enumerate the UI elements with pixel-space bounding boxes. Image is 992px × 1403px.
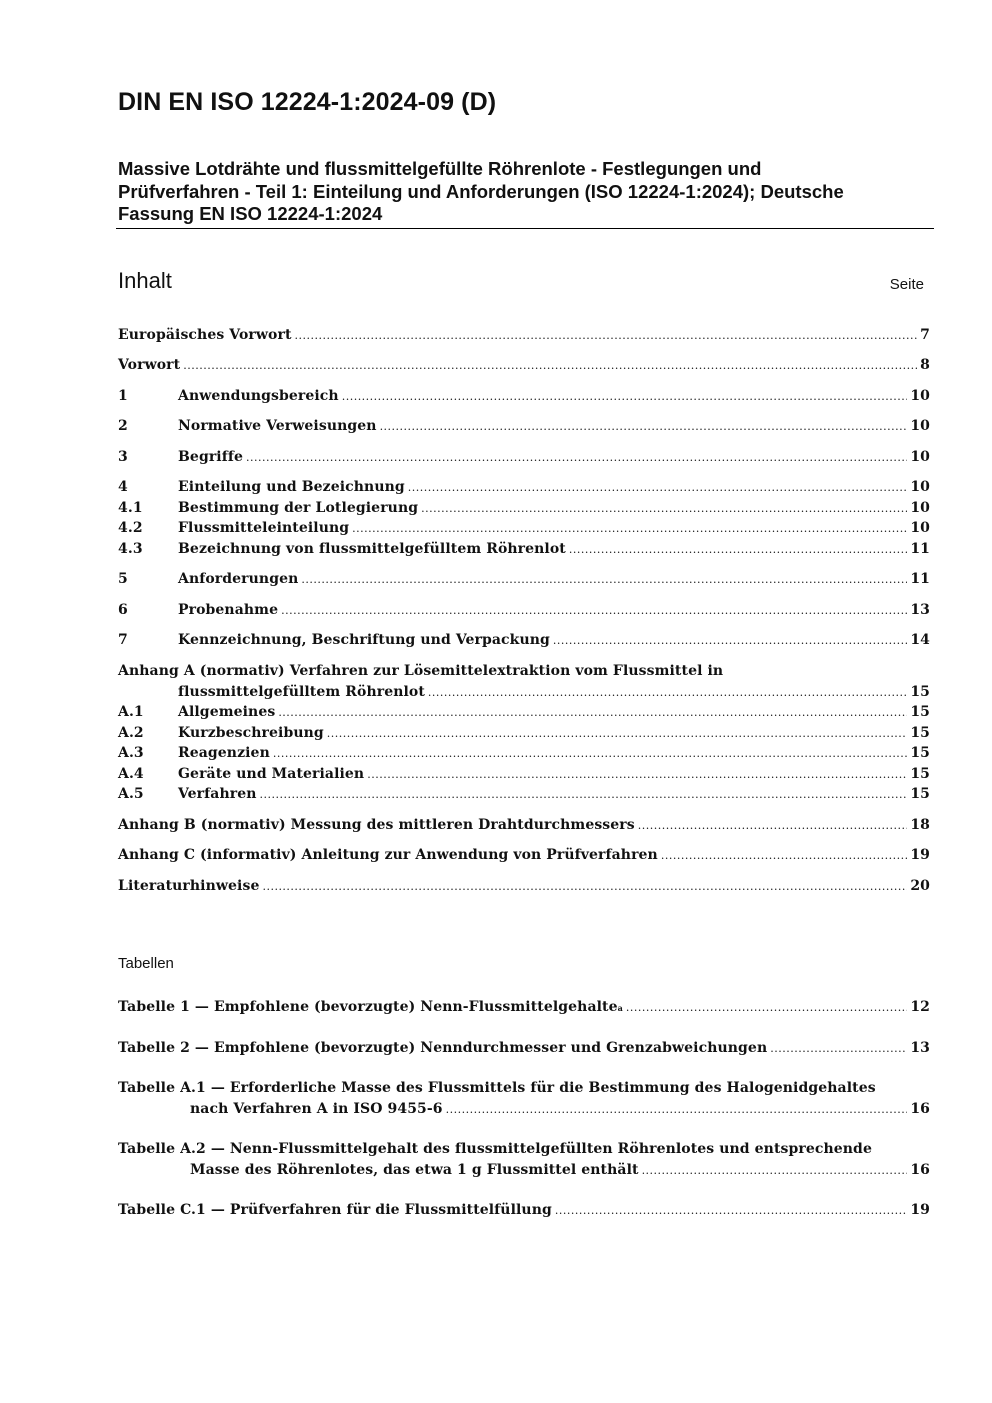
table-entry-continuation[interactable] <box>118 1099 930 1119</box>
toc-entry-page: 7 <box>920 327 930 343</box>
toc-entry-continuation[interactable] <box>118 682 930 702</box>
toc-entry[interactable] <box>118 630 930 650</box>
toc-entry-text: Allgemeines <box>178 704 276 720</box>
toc-entry-number: 5 <box>118 571 128 587</box>
table-entry-text: Masse des Röhrenlotes, das etwa 1 g Flussmittel enthält <box>190 1162 639 1178</box>
toc-entry-text: Verfahren <box>178 786 257 802</box>
toc-entry[interactable] <box>118 539 930 559</box>
toc-entry-page: 15 <box>910 786 930 802</box>
dot-leader <box>183 356 917 376</box>
toc-entry-page: 10 <box>910 449 930 465</box>
dot-leader <box>295 326 918 346</box>
toc-entry[interactable] <box>118 325 930 345</box>
table-entry-page: 13 <box>910 1040 930 1056</box>
toc-entry-text: Begriffe <box>178 449 243 465</box>
table-entry-continuation[interactable] <box>118 1160 930 1180</box>
tables-heading: Tabellen <box>118 955 174 972</box>
dot-leader <box>421 499 907 519</box>
toc-entry-text: Anwendungsbereich <box>178 388 339 404</box>
dot-leader <box>638 816 908 836</box>
toc-entry-page: 15 <box>910 745 930 761</box>
document-id: DIN EN ISO 12224-1:2024-09 (D) <box>118 88 497 116</box>
toc-entry-page: 10 <box>910 500 930 516</box>
toc-entry-text: Anhang B (normativ) Messung des mittleren Drahtdurchmessers <box>118 817 635 833</box>
toc-entry-text: Einteilung und Bezeichnung <box>178 479 405 495</box>
toc-entry[interactable] <box>118 784 930 804</box>
toc-entry-text: Bestimmung der Lotlegierung <box>178 500 419 516</box>
toc-entry[interactable] <box>118 876 930 896</box>
toc-entry-page: 20 <box>910 878 930 894</box>
toc-entry-page: 10 <box>910 520 930 536</box>
dot-leader <box>553 631 907 651</box>
toc-entry[interactable] <box>118 600 930 620</box>
toc-entry-text: Anforderungen <box>178 571 299 587</box>
dot-leader <box>555 1201 907 1221</box>
toc-entry-number: A.1 <box>118 704 144 720</box>
toc-entry-text: Geräte und Materialien <box>178 766 365 782</box>
table-entry-text: Tabelle 2 — Empfohlene (bevorzugte) Nenndurchmesser und Grenzabweichungen <box>118 1040 768 1056</box>
toc-entry-page: 15 <box>910 766 930 782</box>
dot-leader <box>352 519 907 539</box>
toc-entry-number: 2 <box>118 418 128 434</box>
toc-entry-number: A.4 <box>118 766 144 782</box>
toc-entry[interactable] <box>118 569 930 589</box>
toc-entry-text: Kurzbeschreibung <box>178 725 324 741</box>
toc-entry-text: Anhang A (normativ) Verfahren zur Lösemittelextraktion vom Flussmittel in <box>118 663 724 679</box>
table-entry-text: Tabelle C.1 — Prüfverfahren für die Flussmittelfüllung <box>118 1202 552 1218</box>
toc-entry-page: 15 <box>910 684 930 700</box>
toc-entry-number: A.5 <box>118 786 144 802</box>
toc-entry-page: 8 <box>920 357 930 373</box>
dot-leader <box>642 1161 908 1181</box>
table-entry-text: Tabelle A.2 — Nenn-Flussmittelgehalt des flussmittelgefüllten Röhrenlotes und entsprechende <box>118 1141 872 1157</box>
dot-leader <box>428 683 907 703</box>
toc-entry[interactable] <box>118 743 930 763</box>
toc-entry-number: 1 <box>118 388 128 404</box>
toc-entry-text: Flussmitteleinteilung <box>178 520 350 536</box>
toc-entry[interactable] <box>118 477 930 497</box>
table-entry[interactable] <box>118 1200 930 1220</box>
page-column-heading: Seite <box>889 276 924 293</box>
toc-entry-page: 14 <box>910 632 930 648</box>
table-entry-text: Tabelle 1 — Empfohlene (bevorzugte) Nenn-Flussmittelgehalte <box>118 999 618 1015</box>
toc-entry-page: 10 <box>910 418 930 434</box>
toc-entry-text: Probenahme <box>178 602 279 618</box>
toc-entry-text: Anhang C (informativ) Anleitung zur Anwendung von Prüfverfahren <box>118 847 658 863</box>
toc-entry-text: Normative Verweisungen <box>178 418 377 434</box>
toc-entry[interactable] <box>118 764 930 784</box>
toc-entry[interactable] <box>118 518 930 538</box>
table-entry-page: 12 <box>910 999 930 1015</box>
dot-leader <box>367 765 907 785</box>
toc-entry-text: Europäisches Vorwort <box>118 327 292 343</box>
toc-entry[interactable] <box>118 498 930 518</box>
title-line: Massive Lotdrähte und flussmittelgefüllte Röhrenlote - Festlegungen und <box>118 158 762 179</box>
toc-entry-page: 18 <box>910 817 930 833</box>
table-entry-page: 19 <box>910 1202 930 1218</box>
toc-entry-page: 13 <box>910 602 930 618</box>
title-divider <box>116 228 934 229</box>
toc-entry-text: Kennzeichnung, Beschriftung und Verpackung <box>178 632 550 648</box>
dot-leader <box>446 1100 908 1120</box>
toc-entry-page: 11 <box>910 571 930 587</box>
toc-entry-text: Bezeichnung von flussmittelgefülltem Röhrenlot <box>178 541 566 557</box>
title-line: Prüfverfahren - Teil 1: Einteilung und Anforderungen (ISO 12224-1:2024); Deutsche <box>118 180 844 202</box>
toc-entry[interactable] <box>118 723 930 743</box>
toc-entry-number: 7 <box>118 632 128 648</box>
table-entry[interactable] <box>118 1038 930 1058</box>
dot-leader <box>569 540 907 560</box>
toc-entry[interactable] <box>118 815 930 835</box>
toc-entry-number: 4.3 <box>118 541 143 557</box>
toc-entry-number: 4.2 <box>118 520 143 536</box>
dot-leader <box>260 785 908 805</box>
table-entry-page: 16 <box>910 1162 930 1178</box>
toc-entry-page: 15 <box>910 725 930 741</box>
dot-leader <box>770 1039 907 1059</box>
toc-entry-number: 4.1 <box>118 500 143 516</box>
toc-entry-text: flussmittelgefülltem Röhrenlot <box>178 684 425 700</box>
dot-leader <box>408 478 908 498</box>
dot-leader <box>262 877 907 897</box>
toc-entry[interactable] <box>118 845 930 865</box>
dot-leader <box>342 387 908 407</box>
toc-entry-page: 19 <box>910 847 930 863</box>
dot-leader <box>661 846 907 866</box>
toc-entry-text: Vorwort <box>118 357 181 373</box>
toc-entry[interactable] <box>118 386 930 406</box>
table-entry-text: Tabelle A.1 — Erforderliche Masse des Flussmittels für die Bestimmung des Halogenidgehaltes <box>118 1080 876 1096</box>
toc-entry-text: Literaturhinweise <box>118 878 260 894</box>
dot-leader <box>281 601 907 621</box>
table-entry[interactable] <box>118 1139 930 1159</box>
toc-entry[interactable] <box>118 416 930 436</box>
toc-entry[interactable] <box>118 447 930 467</box>
toc-entry-number: 6 <box>118 602 128 618</box>
toc-entry-number: 4 <box>118 479 128 495</box>
toc-entry[interactable] <box>118 702 930 722</box>
table-entry[interactable] <box>118 997 930 1017</box>
toc-entry[interactable] <box>118 355 930 375</box>
toc-entry[interactable] <box>118 661 930 681</box>
table-entry[interactable] <box>118 1078 930 1098</box>
table-entry-page: 16 <box>910 1101 930 1117</box>
toc-entry-page: 10 <box>910 388 930 404</box>
dot-leader <box>246 448 907 468</box>
dot-leader <box>327 724 908 744</box>
dot-leader <box>273 744 907 764</box>
toc-entry-number: A.2 <box>118 725 144 741</box>
dot-leader <box>380 417 908 437</box>
footnote-marker: a <box>617 1003 623 1013</box>
toc-entry-text: Reagenzien <box>178 745 270 761</box>
document-title <box>118 158 928 226</box>
table-entry-text: nach Verfahren A in ISO 9455-6 <box>190 1101 443 1117</box>
toc-entry-number: A.3 <box>118 745 144 761</box>
dot-leader <box>301 570 907 590</box>
toc-entry-page: 10 <box>910 479 930 495</box>
title-line: Fassung EN ISO 12224-1:2024 <box>118 203 383 224</box>
toc-entry-page: 11 <box>910 541 930 557</box>
toc-heading: Inhalt <box>118 268 172 293</box>
toc-entry-page: 15 <box>910 704 930 720</box>
toc-entry-number: 3 <box>118 449 128 465</box>
dot-leader <box>278 703 907 723</box>
dot-leader <box>626 998 907 1018</box>
